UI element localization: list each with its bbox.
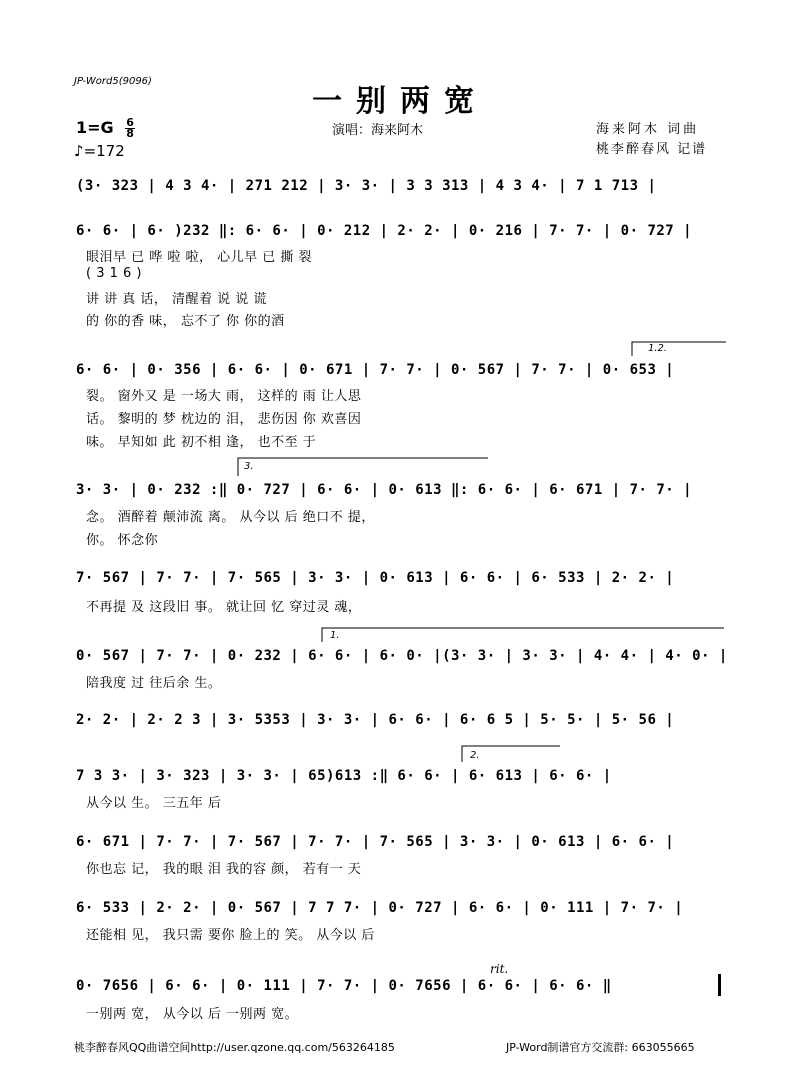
notation-row-2: 6· 6· | 6· )232 ‖: 6· 6· | 0· 212 | 2· 2· | 0· 216 | 7· 7· | 0· 727 | <box>76 223 693 239</box>
final-barline <box>718 974 721 996</box>
notation-row-3: 6· 6· | 0· 356 | 6· 6· | 0· 671 | 7· 7· | 0· 567 | 7· 7· | 0· 653 | <box>76 362 675 378</box>
notation-row-6: 0· 567 | 7· 7· | 0· 232 | 6· 6· | 6· 0· |(3· 3· | 3· 3· | 4· 4· | 4· 0· | <box>76 648 728 664</box>
song-title: 一别两宽 <box>312 84 488 119</box>
volta-bracket-2 <box>462 746 560 762</box>
notation-row-8: 7 3 3· | 3· 323 | 3· 3· | 65)613 :‖ 6· 6· | 6· 613 | 6· 6· | <box>76 768 612 784</box>
lyric-row-5: 不再提 及 这段旧 事。 就让回 忆 穿过灵 魂， <box>86 600 362 615</box>
lyric-row-8: 从今以 生。 三五年 后 <box>86 796 222 811</box>
lyric-row-2-verse-2: 讲 讲 真 话， 清醒着 说 说 谎 <box>86 292 267 307</box>
lyric-row-2-alt-notes: ( 3 1 6 ) <box>86 266 142 281</box>
lyric-row-3-verse-2: 话。 黎明的 梦 枕边的 泪， 悲伤因 你 欢喜因 <box>86 412 362 427</box>
lyric-row-4-verse-1: 念。 酒醉着 颠沛流 离。 从今以 后 绝口不 提， <box>86 510 375 525</box>
volta-1-label: 1. <box>330 630 340 641</box>
volta-bracket-3 <box>238 458 488 476</box>
volta-bracket-1 <box>322 628 724 642</box>
lyric-row-4-verse-2: 你。 怀念你 <box>86 533 159 548</box>
time-top: 6 <box>126 116 134 129</box>
software-label: JP-Word5(9096) <box>74 76 152 87</box>
notation-row-4: 3· 3· | 0· 232 :‖ 0· 727 | 6· 6· | 0· 613 ‖: 6· 6· | 6· 671 | 7· 7· | <box>76 482 693 498</box>
lyric-row-3-verse-1: 裂。 窗外又 是 一场大 雨， 这样的 雨 让人思 <box>86 389 362 404</box>
transcriber-credit: 桃李醉春风 记谱 <box>596 142 708 157</box>
lyric-row-6: 陪我度 过 往后余 生。 <box>86 676 222 691</box>
singer-credit: 演唱：海来阿木 <box>332 123 424 138</box>
notation-row-7: 2· 2· | 2· 2 3 | 3· 5353 | 3· 3· | 6· 6· | 6· 6 5 | 5· 5· | 5· 56 | <box>76 712 675 728</box>
lyric-row-11: 一别两 宽， 从今以 后 一别两 宽。 <box>86 1007 299 1022</box>
notation-row-9: 6· 671 | 7· 7· | 7· 567 | 7· 7· | 7· 565 | 3· 3· | 0· 613 | 6· 6· | <box>76 834 675 850</box>
ritardando-mark: rit. <box>490 962 509 976</box>
volta-3-label: 3. <box>244 461 254 472</box>
volta-bracket-1-2 <box>632 342 726 356</box>
lyric-row-2-verse-1: 眼泪早 已 哗 啦 啦， 心儿早 已 撕 裂 <box>86 250 313 265</box>
lyricist-composer-credit: 海来阿木 词曲 <box>596 122 700 137</box>
lyric-row-9: 你也忘 记， 我的眼 泪 我的容 颜， 若有一 天 <box>86 862 362 877</box>
footer-source-link: 桃李醉春风QQ曲谱空间http://user.qzone.qq.com/563264185 <box>74 1041 395 1054</box>
time-bottom: 8 <box>126 127 134 140</box>
notation-row-10: 6· 533 | 2· 2· | 0· 567 | 7 7 7· | 0· 727 | 6· 6· | 0· 111 | 7· 7· | <box>76 900 684 916</box>
notation-row-5: 7· 567 | 7· 7· | 7· 565 | 3· 3· | 0· 613 | 6· 6· | 6· 533 | 2· 2· | <box>76 570 675 586</box>
footer-group-info: JP-Word制谱官方交流群: 663055665 <box>506 1041 695 1054</box>
notation-row-1: (3· 323 | 4 3 4· | 271 212 | 3· 3· | 3 3 313 | 4 3 4· | 7 1 713 | <box>76 178 657 194</box>
volta-2-label: 2. <box>470 750 480 761</box>
volta-1-2-label: 1.2. <box>648 343 668 354</box>
key-label: 1=G <box>76 118 114 137</box>
lyric-row-3-verse-3: 味。 早知如 此 初不相 逢， 也不至 于 <box>86 435 317 450</box>
tempo-marking: ♪=172 <box>74 142 125 160</box>
lyric-row-2-verse-3: 的 你的香 味， 忘不了 你 你的酒 <box>86 314 285 329</box>
lyric-row-10: 还能相 见， 我只需 要你 脸上的 笑。 从今以 后 <box>86 928 375 943</box>
notation-row-11: 0· 7656 | 6· 6· | 0· 111 | 7· 7· | 0· 7656 | 6· 6· | 6· 6· ‖ <box>76 978 612 994</box>
